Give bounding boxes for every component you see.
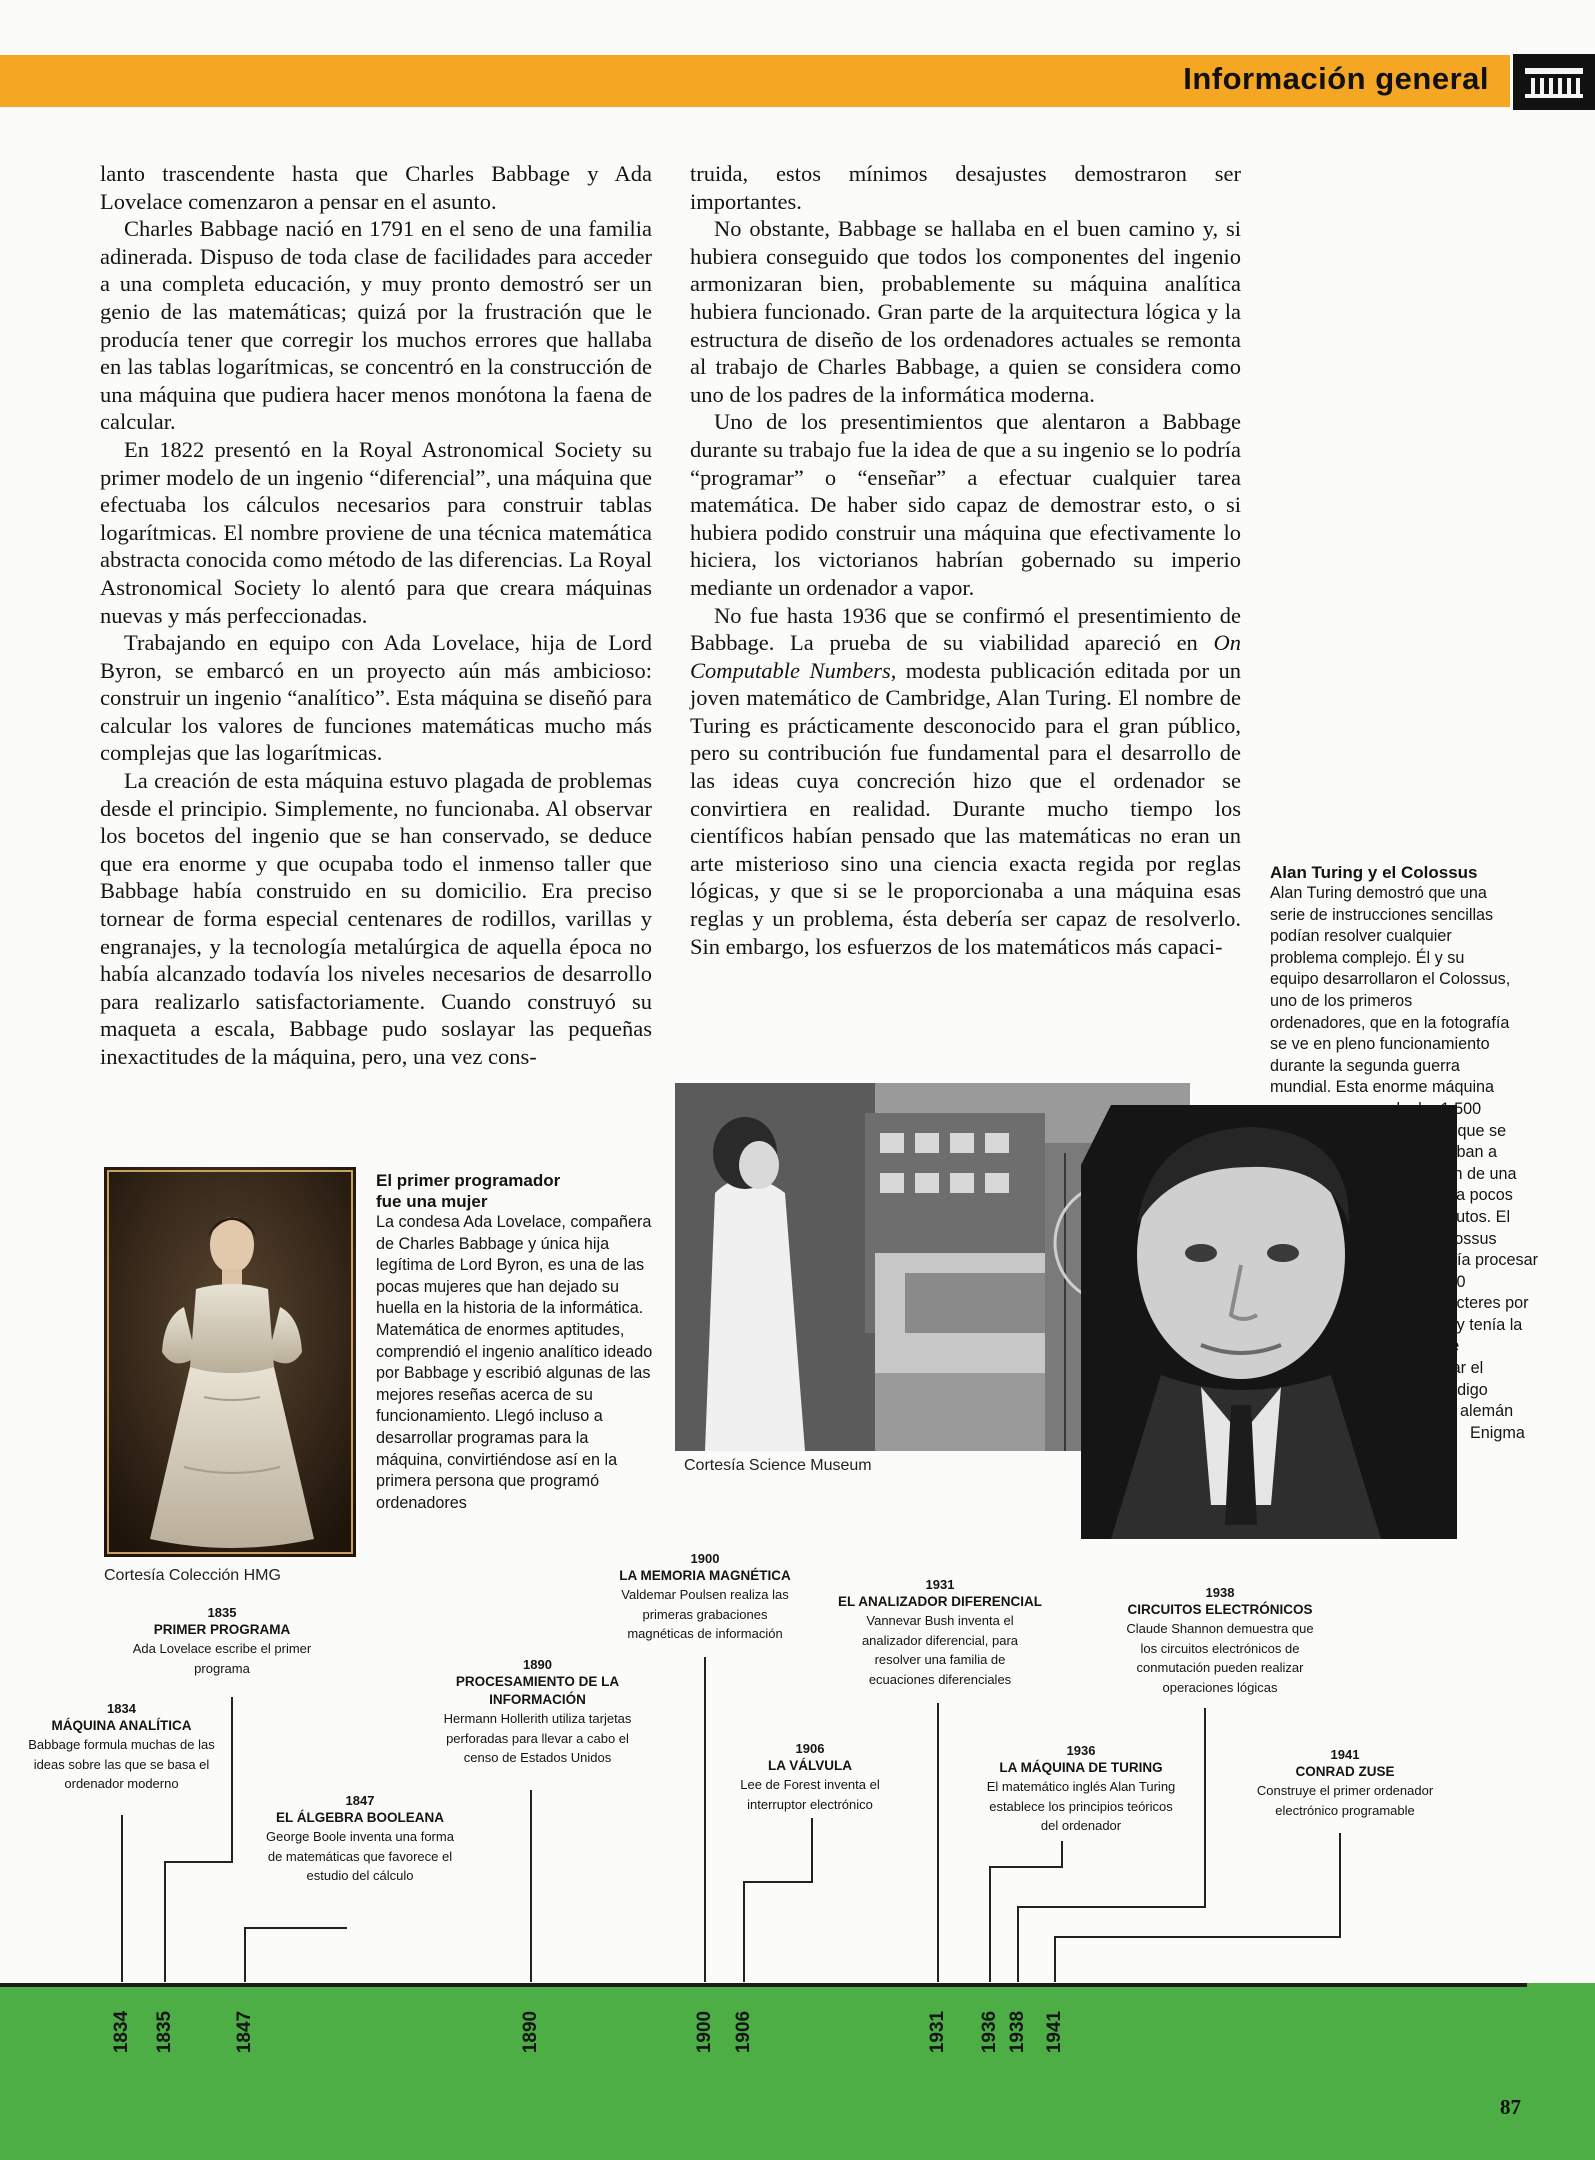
event-title: EL ÁLGEBRA BOOLEANA <box>275 1810 444 1825</box>
ada-photo-credit: Cortesía Colección HMG <box>104 1567 281 1584</box>
event-desc-line: El matemático inglés Alan Turing <box>986 1779 1176 1794</box>
turing-caption-line: podía procesar <box>1430 1251 1538 1270</box>
event-title: LA VÁLVULA <box>768 1758 852 1773</box>
paragraph: Uno de los presentimientos que alentaron a Babbage durante su trabajo fue la idea de que a su ingenio se lo podría “programar” o “enseñar” a efectuar cualquier tarea matemática. De haber sido capaz de demostrar esto, o si hubiera podido construir una máquina que efectivamente lo hiciera, los victorianos habrían gobernado su imperio mediante un ordenador a vapor. <box>690 409 1241 600</box>
computer-keyboard-icon <box>1513 54 1595 110</box>
event-desc-line: ideas sobre las que se basa el <box>33 1756 210 1772</box>
event-desc-line: Lee de Forest inventa el <box>740 1777 880 1792</box>
axis-year-1931 <box>926 2003 950 2061</box>
event-title: LA MÁQUINA DE TURING <box>999 1760 1163 1775</box>
timeline-event-1900 <box>595 1550 815 1644</box>
timeline-event-1834 <box>14 1700 229 1794</box>
section-title: Información general <box>1183 61 1489 96</box>
axis-year-1941 <box>1043 2003 1067 2061</box>
turing-caption-line: Enigma <box>1470 1423 1525 1442</box>
turing-caption-line: problema complejo. Él y su <box>1270 948 1465 967</box>
turing-caption-line: podían resolver cualquier <box>1270 927 1452 946</box>
axis-year-label: 1906 <box>733 2010 754 2054</box>
connector-1906 <box>744 1818 812 1982</box>
paragraph: Trabajando en equipo con Ada Lovelace, hija de Lord Byron, se embarcó en un proyecto aún más ambicioso: construir un ingenio “analítico”. Esta máquina se diseñó para calcular los valores de funciones matemáticas mucho más complejas que las logarítmicas. <box>100 630 652 766</box>
axis-year-label: 1938 <box>1007 2010 1028 2054</box>
connector-1941 <box>1055 1833 1340 1982</box>
event-desc-line: electrónico programable <box>1275 1802 1415 1818</box>
axis-year-1835 <box>153 2003 177 2061</box>
axis-year-label: 1890 <box>520 2010 541 2054</box>
timeline-event-1835 <box>112 1604 332 1678</box>
connector-1936 <box>990 1841 1062 1982</box>
paragraph: La creación de esta máquina estuvo plagada de problemas desde el principio. Simplemente, no funcionaba. Al observar los bocetos del ingenio que se han conservado, se deduce que era enorme y que ocupaba todo el inmenso taller que Babbage había construido en su domicilio. Era preciso tornear de forma especial centenares de rodillos, varillas y engranajes, y la tecnología metalúrgica de aquella época no había alcanzado todavía los niveles necesarios de desarrollo para realizarlo satisfactoriamente. Cuando construyó su maqueta a escala, Babbage pudo soslayar las pequeñas inexactitudes de la máquina, pero, una vez cons- <box>100 768 652 1069</box>
axis-year-1936 <box>978 2003 1002 2061</box>
event-desc-line: perforadas para llevar a cabo el <box>446 1730 629 1746</box>
timeline-event-1847 <box>250 1792 470 1886</box>
axis-year-label: 1931 <box>927 2010 948 2054</box>
event-desc-line: conmutación pueden realizar <box>1136 1660 1304 1675</box>
event-desc-line: primeras grabaciones <box>642 1606 768 1622</box>
event-title: LA MEMORIA MAGNÉTICA <box>619 1568 791 1583</box>
timeline-event-1906 <box>710 1740 910 1814</box>
axis-year-1906 <box>732 2003 756 2061</box>
paragraph: lanto trascendente hasta que Charles Babbage y Ada Lovelace comenzaron a pensar en el asunto. <box>100 161 652 214</box>
event-desc-line: Valdemar Poulsen realiza las <box>621 1587 789 1602</box>
event-year: 1931 <box>925 1577 955 1592</box>
event-year: 1835 <box>207 1605 237 1620</box>
event-desc-line: del ordenador <box>1040 1818 1122 1833</box>
event-year: 1847 <box>345 1793 375 1808</box>
axis-year-1938 <box>1006 2003 1030 2061</box>
page-number: 87 <box>1500 2095 1521 2119</box>
turing-caption-line: empleaba 1 500 <box>1365 1099 1482 1118</box>
event-title: PROCESAMIENTO DE LA INFORMACIÓN <box>455 1674 620 1707</box>
turing-caption-line: mundial. Esta enorme máquina <box>1270 1078 1495 1097</box>
turing-caption-title: Alan Turing y el Colossus <box>1270 863 1478 882</box>
event-desc-line: interruptor electrónico <box>747 1796 873 1812</box>
event-desc-line: Ada Lovelace escribe el primer <box>132 1641 312 1656</box>
colossus-photo-credit: Cortesía Science Museum <box>684 1457 872 1474</box>
event-year: 1936 <box>1066 1743 1096 1758</box>
axis-year-1847 <box>233 2003 257 2061</box>
axis-year-label: 1900 <box>694 2010 715 2054</box>
event-desc-line: estudio del cálculo <box>306 1868 414 1883</box>
event-desc-line: Construye el primer ordenador <box>1256 1783 1434 1798</box>
paragraph-text: , modesta publicación editada por un joven matemático de Cambridge, Alan Turing. El nombre de Turing es prácticamente desconocido para el gran público, pero su contribución fue fundamental para el desarrollo de las ideas cuya concreción hizo que el ordenador se convirtiera en realidad. Durante mucho tiempo los científicos habían pensado que las matemáticas no eran un arte misterioso sino una ciencia exacta regida por reglas lógicas, y que si se le proporcionaba a una máquina esas reglas y un problema, ésta debería ser capaz de resolverlo. Sin embargo, los esfuerzos de los matemáticos más capaci- <box>690 657 1241 959</box>
event-desc-line: Claude Shannon demuestra que <box>1126 1621 1314 1636</box>
ada-caption-title-line2: fue una mujer <box>376 1192 488 1211</box>
axis-year-label: 1835 <box>154 2010 175 2054</box>
event-year: 1900 <box>690 1551 720 1566</box>
turing-caption-line: durante la segunda guerra <box>1270 1056 1460 1075</box>
turing-caption-line: equipo desarrollaron el Colossus, <box>1270 970 1511 989</box>
event-year: 1938 <box>1205 1585 1235 1600</box>
turing-caption-line: segundo y tenía la <box>1390 1315 1523 1334</box>
timeline-rule <box>0 1983 1527 1987</box>
event-year: 1834 <box>107 1701 136 1716</box>
axis-year-label: 1941 <box>1044 2010 1065 2054</box>
turing-caption-line: cada pocos <box>1430 1186 1513 1205</box>
ada-caption <box>376 1170 656 1514</box>
paragraph: No obstante, Babbage se hallaba en el buen camino y, si hubiera conseguido que todos los componentes del ingenio armonizaran bien, probablemente su máquina analítica hubiera funcionado. Gran parte de la arquitectura lógica y la estructura de diseño de los ordenadores actuales se remonta al trabajo de Charles Babbage, a quien se considera como uno de los padres de la informática moderna. <box>690 216 1241 407</box>
axis-year-1900 <box>693 2003 717 2061</box>
turing-caption-line: descifrar el <box>1404 1359 1484 1378</box>
event-desc-line: George Boole inventa una forma <box>266 1829 454 1844</box>
paragraph: truida, estos mínimos desajustes demostraron ser importantes. <box>690 161 1241 214</box>
timeline-event-1890 <box>420 1656 655 1768</box>
axis-year-1834 <box>110 2003 134 2061</box>
turing-caption-line: caracteres por <box>1425 1294 1529 1313</box>
paragraph <box>690 602 1241 961</box>
event-title: PRIMER PROGRAMA <box>153 1622 291 1637</box>
turing-caption-line: válvulas, que se <box>1390 1121 1507 1140</box>
ada-caption-body: La condesa Ada Lovelace, compañera de Charles Babbage y única hija legítima de Lord Byron, es una de las pocas mujeres que han dejado su huella en la historia de la informática. Matemática de enormes aptitudes, comprendió el ingenio analítico ideado por Babbage y escribió algunas de las mejores reseñas acerca de su funcionamiento. Llegó incluso a desarrollar programas para la máquina, convirtiéndose así en la primera persona que programó ordenadores <box>376 1213 653 1512</box>
ada-lovelace-portrait <box>104 1167 356 1557</box>
event-year: 1941 <box>1330 1747 1360 1762</box>
axis-year-label: 1847 <box>234 2010 255 2054</box>
event-desc-line: resolver una familia de <box>874 1652 1006 1667</box>
event-desc-line: censo de Estados Unidos <box>463 1750 612 1765</box>
event-desc-line: establece los principios teóricos <box>989 1798 1173 1814</box>
turing-caption-line: ordenadores, que en la fotografía <box>1270 1013 1510 1032</box>
event-title: MÁQUINA ANALÍTICA <box>51 1718 192 1733</box>
axis-year-label: 1834 <box>111 2010 132 2054</box>
connector-1847 <box>245 1928 347 1982</box>
paragraph: En 1822 presentó en la Royal Astronomical Society su primer modelo de un ingenio “diferencial”, una máquina que efectuaba los cálculos necesarios para construir tablas logarítmicas. El nombre proviene de una técnica matemática abstracta conocida como método de las diferencias. La Royal Astronomical Society lo alentó para que creara máquinas nuevas y más perfeccionadas. <box>100 436 652 628</box>
event-desc-line: analizador diferencial, para <box>861 1632 1019 1648</box>
turing-caption-line: 5 000 <box>1425 1272 1466 1291</box>
timeline-event-1938 <box>1100 1584 1340 1697</box>
turing-caption-line: serie de instrucciones sencillas <box>1270 905 1494 924</box>
event-desc-line: ecuaciones diferenciales <box>868 1671 1012 1687</box>
event-title: EL ANALIZADOR DIFERENCIAL <box>838 1594 1042 1609</box>
event-desc-line: Vannevar Bush inventa el <box>866 1613 1014 1628</box>
event-desc-line: programa <box>194 1660 250 1676</box>
event-desc-line: magnéticas de información <box>627 1626 783 1641</box>
turing-caption-line: uno de los primeros <box>1270 991 1413 1010</box>
turing-caption-line: código <box>1440 1380 1488 1399</box>
turing-caption-line: Colossus <box>1430 1229 1497 1248</box>
event-desc-line: Hermann Hollerith utiliza tarjetas <box>443 1711 632 1726</box>
ada-caption-title-line1: El primer programador <box>376 1171 561 1190</box>
turing-caption-line: se ve en pleno funcionamiento <box>1270 1035 1490 1054</box>
paragraph-text: No fue hasta 1936 que se confirmó el presentimiento de Babbage. La prueba de su viabilidad apareció en <box>690 602 1241 656</box>
event-desc-line: ordenador moderno <box>64 1776 179 1791</box>
turing-caption-line: misión de <box>1390 1337 1460 1356</box>
turing-caption <box>1270 862 1546 1444</box>
turing-caption-line: Alan Turing demostró que una <box>1270 884 1487 902</box>
turing-caption-line: alemán <box>1460 1402 1514 1421</box>
book-title: On Computable Numbers <box>690 630 1241 683</box>
timeline-event-1936 <box>965 1742 1197 1836</box>
event-year: 1906 <box>795 1741 825 1756</box>
event-title: CIRCUITOS ELECTRÓNICOS <box>1127 1602 1313 1617</box>
event-desc-line: de matemáticas que favorece el <box>267 1848 453 1864</box>
axis-year-label: 1936 <box>979 2010 1000 2054</box>
turing-caption-line: quemaban a <box>1407 1143 1498 1162</box>
axis-year-1890 <box>519 2003 543 2061</box>
event-desc-line: Babbage formula muchas de las <box>28 1737 215 1752</box>
article-column-1 <box>100 160 652 1071</box>
event-desc-line: operaciones lógicas <box>1162 1679 1278 1695</box>
timeline-event-1931 <box>820 1576 1060 1689</box>
article-column-2 <box>690 160 1241 960</box>
turing-caption-line: minutos. El <box>1430 1207 1511 1226</box>
paragraph: Charles Babbage nació en 1791 en el seno de una familia adinerada. Dispuso de toda clase de facilidades para acceder a una completa educación, y muy pronto demostró ser un genio de las matemáticas; quizá por la frustración que le producía tener que corregir los muchos errores que hallaba en las tablas logarítmicas, se concentró en la construcción de una máquina que pudiera hacer menos monótona la faena de calcular. <box>100 216 652 435</box>
event-desc-line: los circuitos electrónicos de <box>1140 1640 1300 1656</box>
turing-caption-line: razón de una <box>1422 1164 1517 1183</box>
timeline-event-1941 <box>1230 1746 1460 1820</box>
event-title: CONRAD ZUSE <box>1295 1764 1395 1779</box>
event-year: 1890 <box>523 1657 552 1672</box>
